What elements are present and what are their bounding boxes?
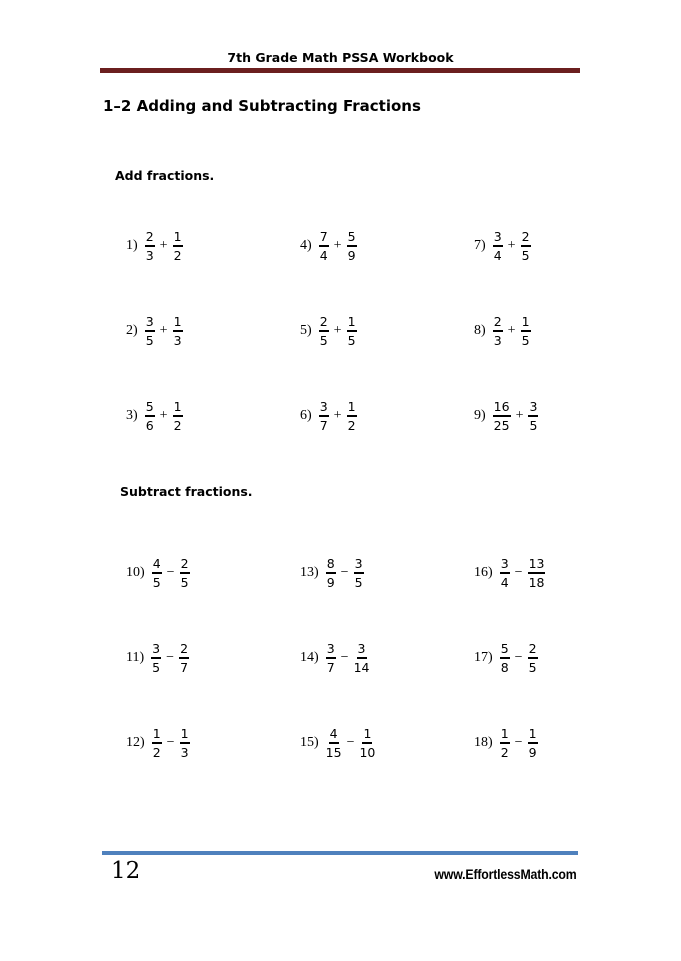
fraction xyxy=(520,314,532,348)
numerator: 1 xyxy=(528,726,538,744)
operator: − xyxy=(166,565,175,580)
fraction xyxy=(172,399,184,433)
denominator: 4 xyxy=(493,248,502,263)
fraction xyxy=(346,229,358,263)
denominator: 5 xyxy=(152,575,161,590)
fraction xyxy=(358,726,376,760)
numerator: 3 xyxy=(151,641,161,659)
denominator: 25 xyxy=(493,418,510,433)
fraction xyxy=(499,726,511,760)
numerator: 1 xyxy=(152,726,162,744)
numerator: 3 xyxy=(493,229,503,247)
operator: + xyxy=(159,408,168,423)
numerator: 1 xyxy=(173,399,183,417)
problem-item xyxy=(126,638,190,678)
subtract-instruction: Subtract fractions. xyxy=(120,484,253,499)
problem-number: 13) xyxy=(300,565,319,580)
problem-item xyxy=(474,396,539,436)
numerator: 3 xyxy=(528,399,538,417)
fraction xyxy=(318,314,330,348)
fraction xyxy=(172,229,184,263)
operator: − xyxy=(166,650,175,665)
numerator: 16 xyxy=(493,399,511,417)
problem-number: 8) xyxy=(474,323,486,338)
denominator: 5 xyxy=(180,575,189,590)
fraction xyxy=(325,641,337,675)
operator: + xyxy=(507,238,516,253)
fraction xyxy=(346,314,358,348)
operator: − xyxy=(346,735,355,750)
denominator: 5 xyxy=(354,575,363,590)
problem-number: 2) xyxy=(126,323,138,338)
denominator: 5 xyxy=(521,248,530,263)
fraction xyxy=(144,229,156,263)
numerator: 2 xyxy=(319,314,329,332)
fraction xyxy=(353,556,365,590)
numerator: 7 xyxy=(319,229,329,247)
denominator: 5 xyxy=(152,660,161,675)
operator: − xyxy=(340,650,349,665)
numerator: 5 xyxy=(500,641,510,659)
denominator: 2 xyxy=(347,418,356,433)
problem-item xyxy=(474,553,546,593)
problem-number: 16) xyxy=(474,565,493,580)
section-title: 1–2 Adding and Subtracting Fractions xyxy=(103,97,421,115)
denominator: 5 xyxy=(319,333,328,348)
header-title: 7th Grade Math PSSA Workbook xyxy=(227,50,454,65)
header-divider xyxy=(100,68,580,73)
fraction xyxy=(346,399,358,433)
fraction xyxy=(492,229,504,263)
numerator: 1 xyxy=(362,726,372,744)
problem-item xyxy=(300,226,358,266)
problem-number: 12) xyxy=(126,735,145,750)
numerator: 4 xyxy=(152,556,162,574)
numerator: 2 xyxy=(145,229,155,247)
fraction xyxy=(527,641,539,675)
numerator: 1 xyxy=(173,314,183,332)
fraction xyxy=(151,726,163,760)
numerator: 1 xyxy=(500,726,510,744)
operator: + xyxy=(333,323,342,338)
website-link[interactable]: www.EffortlessMath.com xyxy=(434,866,577,882)
denominator: 6 xyxy=(145,418,154,433)
fraction xyxy=(499,556,511,590)
operator: + xyxy=(159,323,168,338)
numerator: 2 xyxy=(179,641,189,659)
problem-item xyxy=(126,723,191,763)
problem-item xyxy=(126,311,184,351)
fraction xyxy=(150,641,162,675)
footer-divider xyxy=(102,851,578,855)
denominator: 9 xyxy=(528,745,537,760)
fraction xyxy=(325,726,343,760)
numerator: 1 xyxy=(180,726,190,744)
problem-item xyxy=(474,723,539,763)
fraction xyxy=(492,314,504,348)
operator: + xyxy=(159,238,168,253)
denominator: 3 xyxy=(493,333,502,348)
numerator: 13 xyxy=(528,556,546,574)
problem-number: 1) xyxy=(126,238,138,253)
problem-item xyxy=(474,638,539,678)
operator: + xyxy=(507,323,516,338)
operator: − xyxy=(166,735,175,750)
fraction xyxy=(151,556,163,590)
denominator: 5 xyxy=(145,333,154,348)
denominator: 2 xyxy=(173,418,182,433)
denominator: 7 xyxy=(326,660,335,675)
problem-item xyxy=(126,396,184,436)
numerator: 3 xyxy=(326,641,336,659)
operator: + xyxy=(515,408,524,423)
problem-number: 4) xyxy=(300,238,312,253)
numerator: 3 xyxy=(357,641,367,659)
numerator: 1 xyxy=(173,229,183,247)
problem-number: 9) xyxy=(474,408,486,423)
problem-number: 18) xyxy=(474,735,493,750)
denominator: 3 xyxy=(173,333,182,348)
fraction xyxy=(178,641,190,675)
fraction xyxy=(527,556,547,590)
operator: − xyxy=(514,735,523,750)
numerator: 1 xyxy=(347,399,357,417)
denominator: 8 xyxy=(500,660,509,675)
numerator: 5 xyxy=(347,229,357,247)
fraction xyxy=(353,641,371,675)
problem-item xyxy=(126,553,191,593)
denominator: 5 xyxy=(529,418,538,433)
problem-number: 14) xyxy=(300,650,319,665)
problem-item xyxy=(300,723,376,763)
numerator: 2 xyxy=(493,314,503,332)
denominator: 2 xyxy=(500,745,509,760)
problem-item xyxy=(474,226,532,266)
denominator: 5 xyxy=(521,333,530,348)
numerator: 8 xyxy=(326,556,336,574)
numerator: 3 xyxy=(354,556,364,574)
fraction xyxy=(527,726,539,760)
problem-number: 3) xyxy=(126,408,138,423)
denominator: 7 xyxy=(319,418,328,433)
fraction xyxy=(499,641,511,675)
numerator: 3 xyxy=(500,556,510,574)
denominator: 9 xyxy=(347,248,356,263)
denominator: 10 xyxy=(359,745,376,760)
fraction xyxy=(144,314,156,348)
fraction xyxy=(492,399,512,433)
denominator: 15 xyxy=(325,745,342,760)
problem-item xyxy=(300,396,358,436)
fraction xyxy=(179,726,191,760)
problem-item xyxy=(474,311,532,351)
operator: − xyxy=(514,650,523,665)
denominator: 3 xyxy=(145,248,154,263)
numerator: 5 xyxy=(145,399,155,417)
fraction xyxy=(318,399,330,433)
page-number: 12 xyxy=(111,858,141,884)
numerator: 3 xyxy=(145,314,155,332)
problem-number: 6) xyxy=(300,408,312,423)
numerator: 4 xyxy=(329,726,339,744)
fraction xyxy=(144,399,156,433)
numerator: 3 xyxy=(319,399,329,417)
denominator: 7 xyxy=(180,660,189,675)
numerator: 2 xyxy=(521,229,531,247)
operator: − xyxy=(340,565,349,580)
numerator: 2 xyxy=(180,556,190,574)
problem-item xyxy=(300,553,365,593)
denominator: 4 xyxy=(500,575,509,590)
problem-number: 10) xyxy=(126,565,145,580)
problem-item xyxy=(126,226,184,266)
operator: − xyxy=(514,565,523,580)
operator: + xyxy=(333,238,342,253)
fraction xyxy=(179,556,191,590)
denominator: 14 xyxy=(353,660,370,675)
fraction xyxy=(520,229,532,263)
fraction xyxy=(172,314,184,348)
denominator: 4 xyxy=(319,248,328,263)
denominator: 5 xyxy=(347,333,356,348)
problem-number: 15) xyxy=(300,735,319,750)
problem-number: 5) xyxy=(300,323,312,338)
fraction xyxy=(318,229,330,263)
problem-number: 11) xyxy=(126,650,145,665)
problem-number: 17) xyxy=(474,650,493,665)
denominator: 5 xyxy=(528,660,537,675)
denominator: 2 xyxy=(173,248,182,263)
problem-number: 7) xyxy=(474,238,486,253)
denominator: 18 xyxy=(528,575,545,590)
numerator: 2 xyxy=(528,641,538,659)
fraction xyxy=(325,556,337,590)
fraction xyxy=(527,399,539,433)
operator: + xyxy=(333,408,342,423)
problem-item xyxy=(300,311,358,351)
denominator: 2 xyxy=(152,745,161,760)
denominator: 3 xyxy=(180,745,189,760)
problem-item xyxy=(300,638,370,678)
numerator: 1 xyxy=(347,314,357,332)
add-instruction: Add fractions. xyxy=(115,168,215,183)
denominator: 9 xyxy=(326,575,335,590)
numerator: 1 xyxy=(521,314,531,332)
